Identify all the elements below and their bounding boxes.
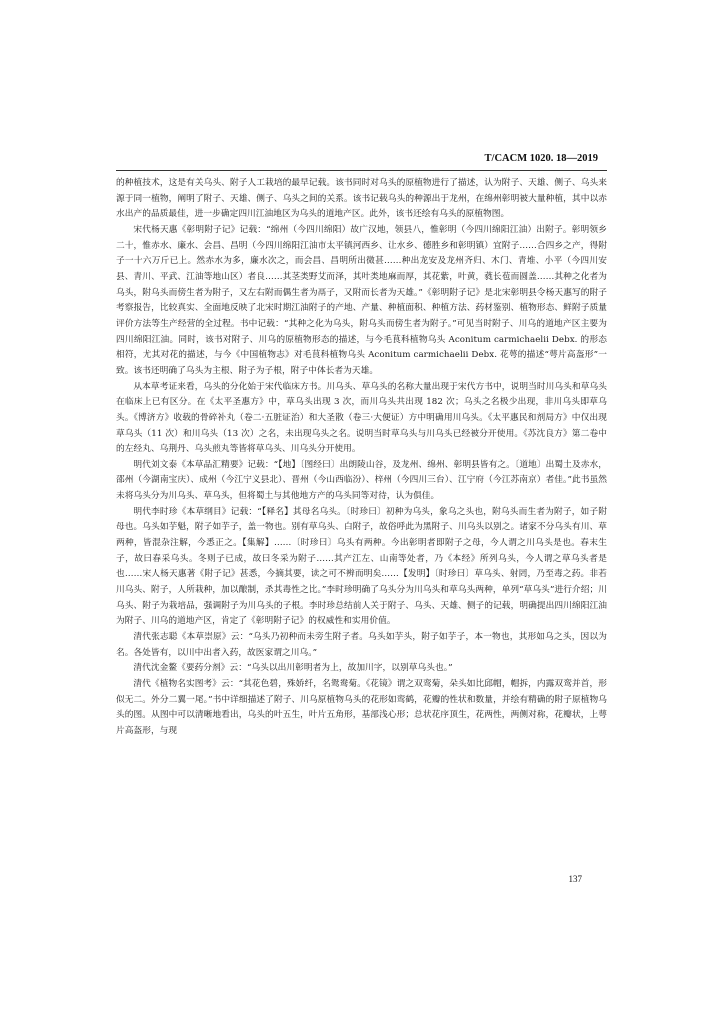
standard-code-header: T/CACM 1020. 18—2019 <box>484 153 598 164</box>
paragraph-8: 清代《植物名实图考》云：“其花色碧，殊娇纤，名鸳鸯菊。《花镜》谓之双鸾菊，朵头如比邱帽，帽拆，内露双鸾并首，形似无二。外分二翼一尾。”书中详细描述了附子、川乌原植物乌头的花形如鸾鹤，花瓣的性状和数量，并绘有精确的附子原植物乌头的图。从图中可以清晰地看出，乌头的叶五生，叶片五角形，基部浅心形；总状花序顶生，花两性，两侧对称，花瓣状，上萼片高盔形，与现 <box>116 679 607 736</box>
header-rule <box>116 170 607 171</box>
page-number: 137 <box>568 874 582 884</box>
paragraph-1: 的种植技术，这是有关乌头、附子人工栽培的最早记载。该书同时对乌头的原植物进行了描述，认为附子、天雄、侧子、乌头来源于同一植物，阐明了附子、天雄、侧子、乌头之间的关系。该书记载乌头的种源出于龙州，在绵州彰明被大量种植，其中以赤水出产的品质最佳，进一步确定四川江油地区为乌头的道地产区。此外，该书还绘有乌头的原植物图。 <box>116 178 607 220</box>
paragraph-6: 清代张志聪《本草崇原》云：“乌头乃初种而未旁生附子者。乌头如芋头，附子如芋子，本一物也，其形如乌之头，因以为名。各处皆有，以川中出者入药，故医家谓之川乌。” <box>116 632 607 658</box>
paragraph-4: 明代刘文泰《本草品汇精要》记载：“【地】〔图经曰〕出朗陵山谷，及龙州、绵州、彰明县皆有之。〔道地〕出蜀土及赤水，邵州（今湖南宝庆）、成州（今江宁义县北）、晋州（今山西临汾）、梓州（今四川三台）、江宁府（今江苏南京）者佳。”此书虽然未将乌头分为川乌头、草乌头，但将蜀土与其他地方产的乌头同等对待，认为俱佳。 <box>116 459 607 502</box>
paragraph-2: 宋代杨天惠《彰明附子记》记载：“绵州（今四川绵阳）故广汉地，领县八，惟彰明（今四川绵阳江油）出附子。彰明领乡二十，惟赤水、廉水、会昌、昌明（今四川绵阳江油市太平镇河西乡、让水乡、德胜乡和彰明镇）宜附子……合四乡之产，得附子一十六万斤已上。然赤水为多，廉水次之，而会昌、昌明所出微甚……种出龙安及龙州齐归、木门、青堆、小平（今四川安县、青川、平武、江油等地山区）者良……其茎类野艾而泽，其叶类地麻而厚，其花紫，叶黄，蕤长苞而圆盖……其种之化者为乌头，附乌头而傍生者为附子，又左右附而偶生者为鬲子，又附而长者为天雄。”《彰明附子记》是北宋彰明县令杨天惠写的附子考察报告，比较真实、全面地反映了北宋时期江油附子的产地、产量、种植面积、种植方法、药材鉴别、植物形态、鲜附子质量评价方法等生产经营的全过程。书中记载：“其种之化为乌头，附乌头而傍生者为附子。”可见当时附子、川乌的道地产区主要为四川绵阳江油。同时，该书对附子、川乌的原植物形态的描述，与今毛茛科植物乌头 Aconitum carmichaelii Debx. 的形态相符，尤其对花的描述，与今《中国植物志》对毛茛科植物乌头 Aconitum carmichaelii Debx. 花萼的描述“萼片高盔形”一致。该书还明确了乌头为主根、附子为子根，附子中体长者为天雄。 <box>116 224 607 376</box>
paragraph-3: 从本草考证来看，乌头的分化始于宋代临床方书。川乌头、草乌头的名称大量出现于宋代方书中，说明当时川乌头和草乌头在临床上已有区分。在《太平圣惠方》中，草乌头出现 3 次，而川乌头共出现 182 次；乌头之名极少出现，非川乌头即草乌头。《博济方》收载的骨碎补丸（卷二·五脏证治）和大圣散（卷三·大便证）方中明确用川乌头。《太平惠民和剂局方》中仅出现草乌头（11 次）和川乌头（13 次）之名，未出现乌头之名。说明当时草乌头与川乌头已经被分开使用。《苏沈良方》第二卷中的左经丸、乌荆丹、乌头煎丸等皆将草乌头、川乌头分开使用。 <box>116 381 607 455</box>
paragraph-5: 明代李时珍《本草纲目》记载：“【释名】其母名乌头。〔时珍曰〕初种为乌头，象乌之头也，附乌头而生者为附子，如子附母也。乌头如芋魁，附子如芋子，盖一物也。别有草乌头、白附子，故俗呼此为黑附子、川乌头以别之。诸家不分乌头有川、草两种，皆混杂注解，今悉正之。【集解】……〔时珍曰〕乌头有两种。今出彰明者即附子之母，今人谓之川乌头是也。春末生子，故曰春采乌头。冬则子已成，故曰冬采为附子……其产江左、山南等处者，乃《本经》所列乌头，今人谓之草乌头者是也……宋人杨天惠著《附子记》甚悉，今摘其要，读之可不辨而明矣……【发明】〔时珍曰〕草乌头、射罔，乃至毒之药。非若川乌头、附子，人所栽种，加以酿制，杀其毒性之比。”李时珍明确了乌头分为川乌头和草乌头两种，单列“草乌头”进行介绍；川乌头、附子为栽培品，强调附子为川乌头的子根。李时珍总结前人关于附子、乌头、天雄、侧子的记载，明确提出四川绵阳江油为附子、川乌的道地产区，肯定了《彰明附子记》的权威性和实用价值。 <box>116 506 607 627</box>
paragraph-7: 清代沈金鳌《要药分剂》云：“乌头以出川彰明者为上，故加川字，以别草乌头也。” <box>133 663 453 674</box>
body-text <box>116 176 607 740</box>
